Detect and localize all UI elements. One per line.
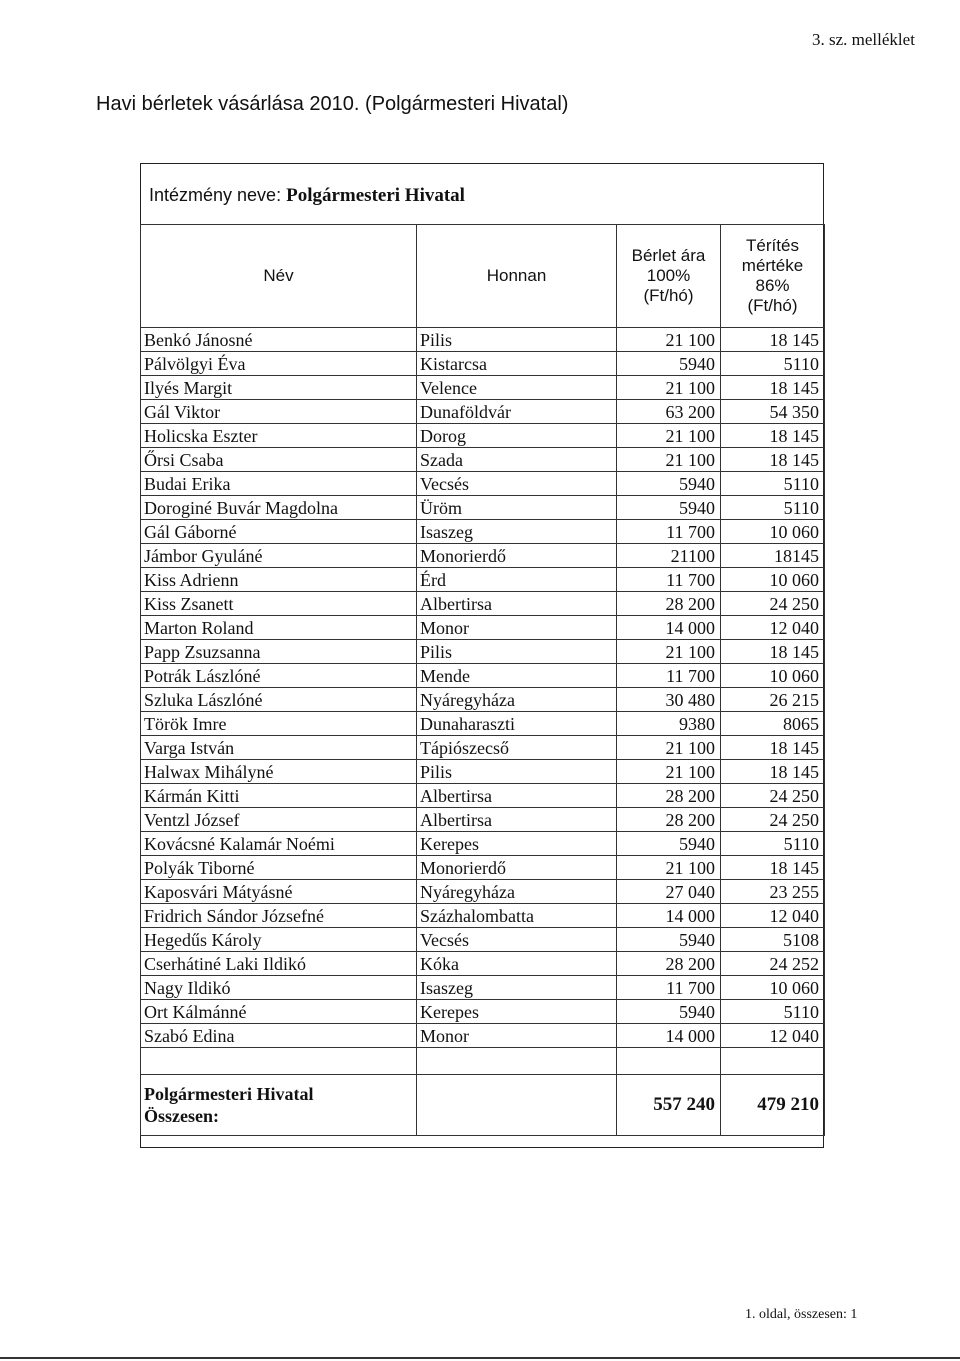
cell-name: Halwax Mihályné	[141, 760, 417, 784]
header-from: Honnan	[417, 225, 617, 328]
cell-name: Papp Zsuzsanna	[141, 640, 417, 664]
cell-from: Albertirsa	[417, 784, 617, 808]
cell-from: Kóka	[417, 952, 617, 976]
table-row	[141, 352, 825, 376]
cell-name: Kármán Kitti	[141, 784, 417, 808]
attachment-label: 3. sz. melléklet	[812, 30, 915, 49]
cell-refund: 12 040	[721, 616, 825, 640]
cell-name: Gál Gáborné	[141, 520, 417, 544]
cell-price: 5940	[617, 928, 721, 952]
cell-name: Ort Kálmánné	[141, 1000, 417, 1024]
cell-name: Szabó Edina	[141, 1024, 417, 1048]
cell-from: Pilis	[417, 640, 617, 664]
cell-name: Kiss Adrienn	[141, 568, 417, 592]
cell-refund: 5108	[721, 928, 825, 952]
cell-refund: 18 145	[721, 328, 825, 352]
table-row	[141, 400, 825, 424]
spacer-row	[141, 1048, 825, 1075]
header-refund-line: 86%	[755, 276, 790, 295]
cell-price: 21 100	[617, 448, 721, 472]
document-title: Havi bérletek vásárlása 2010. (Polgármesteri Hivatal)	[96, 93, 569, 115]
cell-refund: 54 350	[721, 400, 825, 424]
total-label-line: Összesen:	[144, 1106, 219, 1126]
table-row	[141, 904, 825, 928]
total-empty-cell	[417, 1075, 617, 1136]
cell-price: 9380	[617, 712, 721, 736]
cell-from: Kistarcsa	[417, 352, 617, 376]
cell-name: Kovácsné Kalamár Noémi	[141, 832, 417, 856]
cell-name: Holicska Eszter	[141, 424, 417, 448]
cell-refund: 24 250	[721, 808, 825, 832]
cell-name: Török Imre	[141, 712, 417, 736]
total-refund: 479 210	[721, 1075, 825, 1136]
cell-price: 21 100	[617, 376, 721, 400]
spacer-cell	[417, 1048, 617, 1075]
cell-price: 5940	[617, 496, 721, 520]
table-row	[141, 832, 825, 856]
header-row	[141, 225, 825, 328]
cell-refund: 12 040	[721, 904, 825, 928]
cell-price: 5940	[617, 472, 721, 496]
table-row	[141, 496, 825, 520]
cell-price: 5940	[617, 832, 721, 856]
header-price-line: 100%	[646, 266, 691, 285]
table-row	[141, 856, 825, 880]
table-row	[141, 880, 825, 904]
table-row	[141, 664, 825, 688]
spacer-cell	[141, 1048, 417, 1075]
cell-refund: 23 255	[721, 880, 825, 904]
cell-name: Pálvölgyi Éva	[141, 352, 417, 376]
cell-name: Kaposvári Mátyásné	[141, 880, 417, 904]
table-row	[141, 424, 825, 448]
table-row	[141, 1024, 825, 1048]
cell-price: 5940	[617, 352, 721, 376]
cell-name: Marton Roland	[141, 616, 417, 640]
table-row	[141, 544, 825, 568]
cell-price: 21100	[617, 544, 721, 568]
cell-name: Kiss Zsanett	[141, 592, 417, 616]
cell-price: 21 100	[617, 736, 721, 760]
cell-price: 28 200	[617, 592, 721, 616]
table-row	[141, 736, 825, 760]
cell-from: Nyáregyháza	[417, 688, 617, 712]
table-row	[141, 328, 825, 352]
cell-name: Ventzl József	[141, 808, 417, 832]
cell-refund: 18 145	[721, 736, 825, 760]
cell-name: Varga István	[141, 736, 417, 760]
cell-from: Érd	[417, 568, 617, 592]
cell-price: 21 100	[617, 856, 721, 880]
cell-from: Mende	[417, 664, 617, 688]
cell-name: Ilyés Margit	[141, 376, 417, 400]
cell-from: Dunaföldvár	[417, 400, 617, 424]
cell-from: Százhalombatta	[417, 904, 617, 928]
cell-from: Üröm	[417, 496, 617, 520]
table-row	[141, 520, 825, 544]
cell-price: 21 100	[617, 760, 721, 784]
table-row	[141, 928, 825, 952]
cell-name: Fridrich Sándor Józsefné	[141, 904, 417, 928]
cell-price: 11 700	[617, 976, 721, 1000]
cell-name: Polyák Tiborné	[141, 856, 417, 880]
cell-from: Velence	[417, 376, 617, 400]
table-row	[141, 616, 825, 640]
cell-refund: 5110	[721, 352, 825, 376]
institution-label: Intézmény neve:	[149, 185, 282, 205]
cell-price: 30 480	[617, 688, 721, 712]
cell-from: Kerepes	[417, 832, 617, 856]
cell-from: Monorierdő	[417, 856, 617, 880]
cell-price: 14 000	[617, 904, 721, 928]
cell-name: Benkó Jánosné	[141, 328, 417, 352]
table-row	[141, 640, 825, 664]
cell-from: Isaszeg	[417, 520, 617, 544]
table-row	[141, 1000, 825, 1024]
spacer-cell	[721, 1048, 825, 1075]
table-row	[141, 592, 825, 616]
table-row	[141, 376, 825, 400]
cell-refund: 18 145	[721, 424, 825, 448]
cell-name: Cserhátiné Laki Ildikó	[141, 952, 417, 976]
cell-refund: 26 215	[721, 688, 825, 712]
cell-name: Doroginé Buvár Magdolna	[141, 496, 417, 520]
cell-name: Hegedűs Károly	[141, 928, 417, 952]
cell-price: 14 000	[617, 616, 721, 640]
cell-refund: 5110	[721, 496, 825, 520]
cell-refund: 24 250	[721, 592, 825, 616]
cell-from: Vecsés	[417, 472, 617, 496]
cell-refund: 18145	[721, 544, 825, 568]
cell-from: Kerepes	[417, 1000, 617, 1024]
bottom-rule	[0, 1357, 960, 1359]
cell-price: 11 700	[617, 568, 721, 592]
table-row	[141, 808, 825, 832]
spacer-cell	[617, 1048, 721, 1075]
header-price-line: Bérlet ára	[631, 246, 706, 265]
cell-refund: 18 145	[721, 448, 825, 472]
cell-price: 14 000	[617, 1024, 721, 1048]
cell-from: Isaszeg	[417, 976, 617, 1000]
header-refund-line: mértéke	[741, 256, 804, 275]
cell-refund: 10 060	[721, 520, 825, 544]
cell-refund: 5110	[721, 472, 825, 496]
cell-refund: 18 145	[721, 856, 825, 880]
cell-from: Dorog	[417, 424, 617, 448]
header-price	[617, 225, 721, 328]
cell-name: Potrák Lászlóné	[141, 664, 417, 688]
table-row	[141, 448, 825, 472]
cell-name: Budai Erika	[141, 472, 417, 496]
cell-refund: 10 060	[721, 568, 825, 592]
cell-refund: 5110	[721, 1000, 825, 1024]
cell-price: 21 100	[617, 328, 721, 352]
cell-price: 21 100	[617, 424, 721, 448]
cell-from: Pilis	[417, 328, 617, 352]
header-refund-line: (Ft/hó)	[747, 296, 798, 315]
header-refund	[721, 225, 825, 328]
cell-refund: 18 145	[721, 760, 825, 784]
cell-price: 28 200	[617, 808, 721, 832]
cell-refund: 12 040	[721, 1024, 825, 1048]
table-row	[141, 472, 825, 496]
cell-refund: 8065	[721, 712, 825, 736]
institution-name: Polgármesteri Hivatal	[286, 185, 465, 206]
table-row	[141, 976, 825, 1000]
cell-price: 28 200	[617, 784, 721, 808]
cell-price: 28 200	[617, 952, 721, 976]
cell-from: Monor	[417, 616, 617, 640]
cell-from: Tápiószecső	[417, 736, 617, 760]
header-price-line: (Ft/hó)	[643, 286, 694, 305]
total-label-line: Polgármesteri Hivatal	[144, 1084, 314, 1104]
cell-price: 5940	[617, 1000, 721, 1024]
cell-name: Jámbor Gyuláné	[141, 544, 417, 568]
cell-name: Szluka Lászlóné	[141, 688, 417, 712]
cell-from: Albertirsa	[417, 808, 617, 832]
total-price: 557 240	[617, 1075, 721, 1136]
cell-name: Őrsi Csaba	[141, 448, 417, 472]
header-refund-line: Térítés	[746, 236, 799, 255]
table-row	[141, 784, 825, 808]
table-row	[141, 760, 825, 784]
cell-from: Vecsés	[417, 928, 617, 952]
cell-refund: 5110	[721, 832, 825, 856]
cell-price: 11 700	[617, 520, 721, 544]
cell-from: Monorierdő	[417, 544, 617, 568]
cell-from: Nyáregyháza	[417, 880, 617, 904]
cell-price: 21 100	[617, 640, 721, 664]
cell-from: Albertirsa	[417, 592, 617, 616]
cell-refund: 10 060	[721, 664, 825, 688]
header-name: Név	[141, 225, 417, 328]
cell-refund: 18 145	[721, 640, 825, 664]
cell-name: Gál Viktor	[141, 400, 417, 424]
cell-from: Szada	[417, 448, 617, 472]
cell-from: Monor	[417, 1024, 617, 1048]
pass-table	[140, 224, 825, 1136]
table-row	[141, 712, 825, 736]
table-row	[141, 952, 825, 976]
total-label	[141, 1075, 417, 1136]
cell-refund: 10 060	[721, 976, 825, 1000]
total-row	[141, 1075, 825, 1136]
institution-line	[149, 185, 465, 207]
table-row	[141, 688, 825, 712]
cell-price: 27 040	[617, 880, 721, 904]
table-row	[141, 568, 825, 592]
cell-from: Dunaharaszti	[417, 712, 617, 736]
cell-refund: 24 252	[721, 952, 825, 976]
page-footer: 1. oldal, összesen: 1	[745, 1307, 858, 1322]
cell-name: Nagy Ildikó	[141, 976, 417, 1000]
cell-refund: 18 145	[721, 376, 825, 400]
cell-price: 11 700	[617, 664, 721, 688]
cell-from: Pilis	[417, 760, 617, 784]
cell-refund: 24 250	[721, 784, 825, 808]
cell-price: 63 200	[617, 400, 721, 424]
